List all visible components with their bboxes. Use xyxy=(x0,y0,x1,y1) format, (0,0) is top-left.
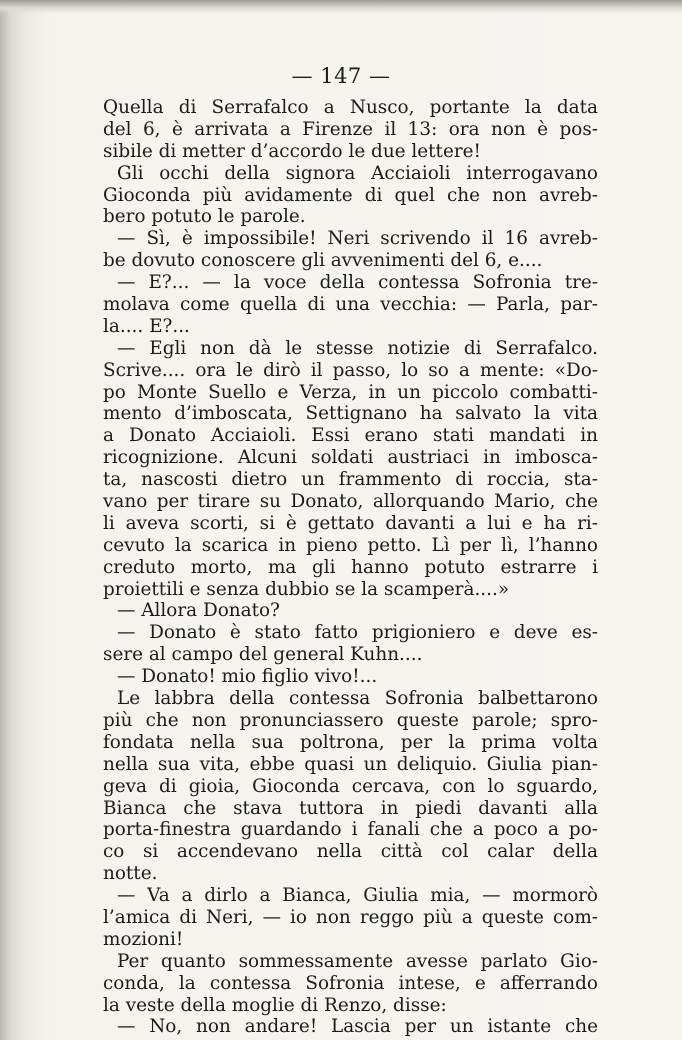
text-line: co si accendevano nella città col calar della xyxy=(103,841,598,863)
text-line: notte. xyxy=(103,863,158,885)
text-line: proiettili e senza dubbio se la scamperà....» xyxy=(103,578,510,600)
text-line: sibile di metter d’accordo le due lettere! xyxy=(103,140,481,162)
text-line: vano per tirare su Donato, allorquando Mario, che xyxy=(103,491,598,513)
text-line: — Sì, è impossibile! Neri scrivendo il 16 avreb- xyxy=(117,228,598,250)
text-line: nella sua vita, ebbe quasi un deliquio. Giulia pian- xyxy=(103,753,598,775)
page-top-shadow xyxy=(0,0,682,14)
text-line: Bianca che stava tuttora in piedi davanti alla xyxy=(103,797,598,819)
text-line: — Donato è stato fatto prigioniero e deve es- xyxy=(117,622,598,644)
text-line: del 6, è arrivata a Firenze il 13: ora non è pos- xyxy=(103,118,598,140)
body-text xyxy=(103,97,598,1038)
text-line: creduto morto, ma gli hanno potuto estrarre i xyxy=(103,556,598,578)
text-line: be dovuto conoscere gli avvenimenti del 6, e.... xyxy=(103,250,543,272)
text-line: po Monte Suello e Verza, in un piccolo combatti- xyxy=(103,381,598,403)
text-line: — No, non andare! Lascia per un istante che xyxy=(117,1016,598,1038)
text-line: Quella di Serrafalco a Nusco, portante la data xyxy=(103,97,598,118)
text-line: — Egli non dà le stesse notizie di Serrafalco. xyxy=(117,337,598,359)
text-line: Per quanto sommessamente avesse parlato Gio- xyxy=(117,950,598,972)
text-line: più che non pronunciassero queste parole; spro- xyxy=(103,709,598,731)
text-line: — Va a dirlo a Bianca, Giulia mia, — mormorò xyxy=(117,885,598,907)
text-line: mento d’imboscata, Settignano ha salvato la vita xyxy=(103,403,598,425)
text-line: Gli occhi della signora Acciaioli interrogavano xyxy=(117,162,598,184)
text-line: — E?... — la voce della contessa Sofronia tre- xyxy=(117,272,598,294)
page-number: — 147 — xyxy=(291,64,391,88)
text-line: ta, nascosti dietro un frammento di roccia, sta- xyxy=(103,469,598,491)
text-line: geva di gioia, Gioconda cercava, con lo sguardo, xyxy=(103,775,598,797)
text-line: — Donato! mio figlio vivo!... xyxy=(117,666,378,688)
text-line: Le labbra della contessa Sofronia balbettarono xyxy=(117,688,598,710)
text-line: Scrive.... ora le dirò il passo, lo so a mente: «Do- xyxy=(103,359,598,381)
text-line: sere al campo del general Kuhn.... xyxy=(103,644,423,666)
text-line: molava come quella di una vecchia: — Parla, par- xyxy=(103,294,598,316)
text-line: Gioconda più avidamente di quel che non avreb- xyxy=(103,184,598,206)
text-line: la veste della moglie di Renzo, disse: xyxy=(103,994,447,1016)
text-line: ricognizione. Alcuni soldati austriaci in imbosca- xyxy=(103,447,598,469)
text-line: li aveva scorti, si è gettato davanti a lui e ha ri- xyxy=(103,512,598,534)
text-line: — Allora Donato? xyxy=(117,600,280,622)
text-line: conda, la contessa Sofronia intese, e afferrando xyxy=(103,972,598,994)
text-line: a Donato Acciaioli. Essi erano stati mandati in xyxy=(103,425,598,447)
text-line: la.... E?... xyxy=(103,315,190,337)
text-line: porta-finestra guardando i fanali che a poco a po- xyxy=(103,819,598,841)
text-line: cevuto la scarica in pieno petto. Lì per lì, l’hanno xyxy=(103,534,598,556)
text-line: l’amica di Neri, — io non reggo più a queste com- xyxy=(103,906,598,928)
text-line: bero potuto le parole. xyxy=(103,206,306,228)
text-line: mozioni! xyxy=(103,928,184,950)
text-line: fondata nella sua poltrona, per la prima volta xyxy=(103,731,598,753)
